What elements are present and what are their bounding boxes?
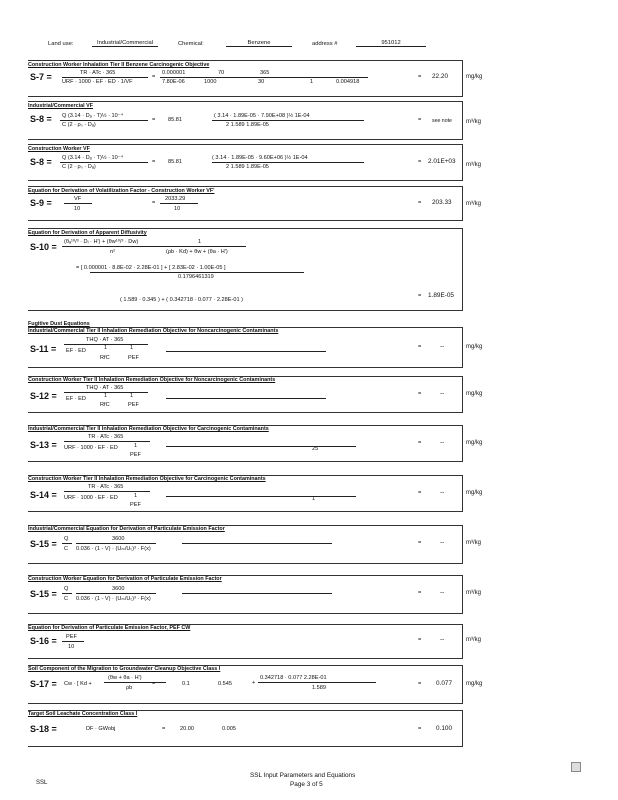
s8a-coef: 85.81 bbox=[168, 117, 182, 123]
s18-equals-2: = bbox=[418, 726, 422, 732]
s17-equals: = bbox=[152, 681, 156, 687]
s14-title: Construction Worker Tier II Inhalation Remediation Objective for Carcinogenic Contaminants bbox=[28, 476, 266, 482]
s8b-equals-2: = bbox=[418, 159, 422, 165]
s14-numerator: TR · ATc · 365 bbox=[88, 484, 124, 490]
s13-denominator: URF · 1000 · EF · ED bbox=[64, 445, 118, 451]
s12-title: Construction Worker Tier II Inhalation Remediation Objective for Noncarcinogenic Contaminants bbox=[28, 377, 276, 383]
s10-line3: ( 1.589 · 0.345 ) + ( 0.342718 · 0.077 · 2.28E-01 ) bbox=[120, 297, 243, 303]
s16-units: m³/kg bbox=[466, 637, 481, 643]
s14-den-c: PEF bbox=[130, 502, 141, 508]
s10-den2: (ρb · Kd) + θw + (θa · H') bbox=[166, 249, 228, 255]
s17-title: Soil Component of the Migration to Groundwater Cleanup Objective Class I bbox=[28, 666, 221, 672]
s8b-label: S-8 = bbox=[30, 157, 52, 167]
s13-units: mg/kg bbox=[466, 440, 483, 446]
s7-units: mg/kg bbox=[466, 74, 483, 80]
s15a-num: Q bbox=[64, 536, 69, 542]
s7-title: Construction Worker Inhalation Tier II Benzene Carcinogenic Objective bbox=[28, 62, 210, 68]
s13-val: 25 bbox=[312, 446, 319, 452]
s11-title: Industrial/Commercial Tier II Inhalation Remediation Objective for Noncarcinogenic Contaminants bbox=[28, 328, 279, 334]
s9-num-val: 2033.29 bbox=[165, 196, 186, 202]
s14-result: -- bbox=[440, 489, 445, 496]
s14-den-b: 1 bbox=[134, 493, 138, 499]
s10-den1: n² bbox=[110, 249, 115, 255]
s15b-den: C bbox=[64, 596, 69, 602]
s15b-units: m³/kg bbox=[466, 590, 481, 596]
s12-numerator: THQ · AT · 365 bbox=[86, 385, 124, 391]
s9-equals-2: = bbox=[418, 200, 422, 206]
s17-frac-den: 1.589 bbox=[312, 685, 326, 691]
s7-equals: = bbox=[152, 74, 156, 80]
s10-equals-2: = bbox=[418, 293, 422, 299]
s16-numerator: PEF bbox=[66, 634, 77, 640]
s7-equals-2: = bbox=[418, 74, 422, 80]
s8b-title: Construction Worker VF bbox=[28, 146, 90, 152]
s7-label: S-7 = bbox=[30, 72, 52, 82]
s13-title: Industrial/Commercial Tier II Inhalation Remediation Objective for Carcinogenic Contaminants bbox=[28, 426, 269, 432]
s12-den-a: EF · ED bbox=[66, 396, 86, 402]
land-use-value: Industrial/Commercial bbox=[92, 40, 158, 47]
s12-den-e: PEF bbox=[128, 402, 139, 408]
s15b-equals-2: = bbox=[418, 590, 422, 596]
address-value: 951012 bbox=[356, 40, 426, 47]
s11-den-b: 1 bbox=[104, 345, 108, 351]
s11-units: mg/kg bbox=[466, 344, 483, 350]
s7-numerator: TR · ATc · 365 bbox=[80, 70, 116, 76]
s13-equals-2: = bbox=[418, 440, 422, 446]
s12-den-d: RfC bbox=[100, 402, 110, 408]
s18-result: 0.100 bbox=[436, 725, 452, 732]
s17-v1: 0.1 bbox=[182, 681, 190, 687]
s8a-result: see note bbox=[432, 118, 452, 124]
fugitive-title: Fugitive Dust Equations bbox=[28, 321, 90, 327]
s9-result: 203.33 bbox=[432, 199, 452, 206]
s13-result: -- bbox=[440, 439, 445, 446]
page-corner-icon bbox=[571, 762, 581, 772]
s17-numerator: (θw + θa · H') bbox=[108, 675, 142, 681]
s18-label: S-18 = bbox=[30, 724, 57, 734]
s11-den-d: RfC bbox=[100, 355, 110, 361]
s7-num-val-3: 365 bbox=[260, 70, 270, 76]
s14-denominator: URF · 1000 · EF · ED bbox=[64, 495, 118, 501]
s9-numerator: VF bbox=[74, 196, 82, 202]
s18-title: Target Soil Leachate Concentration Class I bbox=[28, 711, 138, 717]
s16-denominator: 10 bbox=[68, 644, 75, 650]
s13-den-c: PEF bbox=[130, 452, 141, 458]
s9-equals: = bbox=[152, 200, 156, 206]
s14-label: S-14 = bbox=[30, 490, 57, 500]
s7-denominator: URF · 1000 · EF · ED · 1/VF bbox=[62, 79, 133, 85]
s10-line2-den: 0.1796461319 bbox=[178, 274, 214, 280]
s12-units: mg/kg bbox=[466, 391, 483, 397]
s8a-title: Industrial/Commercial VF bbox=[28, 103, 94, 109]
s13-numerator: TR · ATc · 365 bbox=[88, 434, 124, 440]
s8b-equals: = bbox=[152, 159, 156, 165]
chemical-label: Chemical: bbox=[178, 41, 204, 47]
land-use-label: Land use: bbox=[48, 41, 74, 47]
s11-den-c: 1 bbox=[130, 345, 134, 351]
s8a-denominator: C (2 · ρₛ · Dₐ) bbox=[62, 122, 96, 128]
s18-equals: = bbox=[162, 726, 166, 732]
s15a-den2: 0.036 · (1 - V) · (Uₘ/Uₜ)³ · F(x) bbox=[76, 546, 151, 552]
s11-label: S-11 = bbox=[30, 344, 57, 354]
s14-equals-2: = bbox=[418, 490, 422, 496]
s8a-den-vals: 2 1.589 1.89E-05 bbox=[226, 122, 269, 128]
s17-label: S-17 = bbox=[30, 679, 57, 689]
s18-v1: 20.00 bbox=[180, 726, 194, 732]
s9-title: Equation for Derivation of Volatilization Factor - Construction Worker VF' bbox=[28, 188, 215, 194]
s17-frac-num: 0.342718 · 0.077 2.28E-01 bbox=[260, 675, 327, 681]
s12-label: S-12 = bbox=[30, 391, 57, 401]
address-label: address # bbox=[312, 41, 338, 47]
s15a-den: C bbox=[64, 546, 69, 552]
s8a-num-vals: ( 3.14 · 1.89E-05 · 7.90E+08 )½ 1E-04 bbox=[214, 113, 310, 119]
s8b-num-vals: ( 3.14 · 1.89E-05 · 9.60E+06 )½ 1E-04 bbox=[212, 155, 308, 161]
s15b-num2: 3600 bbox=[112, 586, 125, 592]
s8b-coef: 85.81 bbox=[168, 159, 182, 165]
s12-den-c: 1 bbox=[130, 393, 134, 399]
s15b-title: Construction Worker Equation for Derivation of Particulate Emission Factor bbox=[28, 576, 222, 582]
s7-num-val-1: 0.000001 bbox=[162, 70, 186, 76]
s8a-equals: = bbox=[152, 117, 156, 123]
s11-den-a: EF · ED bbox=[66, 348, 86, 354]
footer-title: SSL Input Parameters and Equations bbox=[250, 772, 356, 779]
s17-expr: Cw · [ Kd + bbox=[64, 681, 92, 687]
s15b-den2: 0.036 · (1 - V) · (Uₘ/Uₜ)³ · F(x) bbox=[76, 596, 151, 602]
s14-units: mg/kg bbox=[466, 490, 483, 496]
s10-title: Equation for Derivation of Apparent Diffusivity bbox=[28, 230, 147, 236]
s8b-units: m³/kg bbox=[466, 162, 481, 168]
s7-den-val-4: 1 bbox=[310, 79, 314, 85]
s18-expr: DF · GWobj bbox=[86, 726, 116, 732]
s16-label: S-16 = bbox=[30, 636, 57, 646]
s11-result: -- bbox=[440, 343, 445, 350]
s13-den-b: 1 bbox=[134, 443, 138, 449]
s7-den-val-1: 7.80E-06 bbox=[162, 79, 185, 85]
s16-result: -- bbox=[440, 636, 445, 643]
s7-den-val-3: 30 bbox=[258, 79, 265, 85]
footer-left: SSL bbox=[36, 780, 48, 786]
s8b-denominator: C (2 · ρₛ · Dₐ) bbox=[62, 164, 96, 170]
s7-num-val-2: 70 bbox=[218, 70, 225, 76]
s15a-result: -- bbox=[440, 539, 445, 546]
s7-den-val-5: 0.004918 bbox=[336, 79, 360, 85]
s10-num2: 1 bbox=[198, 239, 202, 245]
s9-label: S-9 = bbox=[30, 198, 52, 208]
s17-denominator: ρb bbox=[126, 685, 133, 691]
s16-equals-2: = bbox=[418, 637, 422, 643]
s8b-numerator: Q (3.14 · Dₐ · T)½ · 10⁻⁴ bbox=[62, 155, 124, 161]
s15a-num2: 3600 bbox=[112, 536, 125, 542]
s15a-equals-2: = bbox=[418, 540, 422, 546]
s10-result: 1.89E-05 bbox=[428, 292, 454, 299]
s15b-label: S-15 = bbox=[30, 589, 57, 599]
s11-den-e: PEF bbox=[128, 355, 139, 361]
s18-v2: 0.005 bbox=[222, 726, 236, 732]
s15b-num: Q bbox=[64, 586, 69, 592]
s10-num1: (θₐ¹⁰/³ · Dᵢ · H') + (θw¹⁰/³ · Dw) bbox=[64, 239, 139, 245]
s8a-units: m³/kg bbox=[466, 119, 481, 125]
s11-numerator: THQ · AT · 365 bbox=[86, 337, 124, 343]
s11-equals-2: = bbox=[418, 344, 422, 350]
s8b-den-vals: 2 1.589 1.89E-05 bbox=[226, 164, 269, 170]
s16-title: Equation for Derivation of Particulate Emission Factor, PEF CW bbox=[28, 625, 191, 631]
s8a-numerator: Q (3.14 · Dₐ · T)½ · 10⁻⁴ bbox=[62, 113, 124, 119]
s17-equals-2: = bbox=[418, 681, 422, 687]
s17-result: 0.077 bbox=[436, 680, 452, 687]
s8a-equals-2: = bbox=[418, 117, 422, 123]
footer-page: Page 3 of 5 bbox=[290, 781, 323, 788]
s7-result: 22.20 bbox=[432, 73, 448, 80]
s9-denominator: 10 bbox=[74, 206, 81, 212]
s14-val: 1 bbox=[312, 496, 316, 502]
s10-line2: = [ 0.000001 · 8.8E-02 · 2.28E-01 ] + [ 2.83E-02 · 1.00E-05 ] bbox=[76, 265, 226, 271]
s15a-units: m³/kg bbox=[466, 540, 481, 546]
s12-den-b: 1 bbox=[104, 393, 108, 399]
s8a-label: S-8 = bbox=[30, 114, 52, 124]
s9-den-val: 10 bbox=[174, 206, 181, 212]
s17-units: mg/kg bbox=[466, 681, 483, 687]
s8b-result: 2.01E+03 bbox=[428, 158, 456, 165]
chemical-value: Benzene bbox=[226, 40, 292, 47]
s13-label: S-13 = bbox=[30, 440, 57, 450]
s7-den-val-2: 1000 bbox=[204, 79, 217, 85]
s17-v2: 0.545 bbox=[218, 681, 232, 687]
s9-units: m³/kg bbox=[466, 201, 481, 207]
s12-equals-2: = bbox=[418, 391, 422, 397]
s17-plus: + bbox=[252, 680, 256, 686]
s12-result: -- bbox=[440, 390, 445, 397]
s15a-label: S-15 = bbox=[30, 539, 57, 549]
s15b-result: -- bbox=[440, 589, 445, 596]
s10-label: S-10 = bbox=[30, 242, 57, 252]
s15a-title: Industrial/Commercial Equation for Derivation of Particulate Emission Factor bbox=[28, 526, 225, 532]
